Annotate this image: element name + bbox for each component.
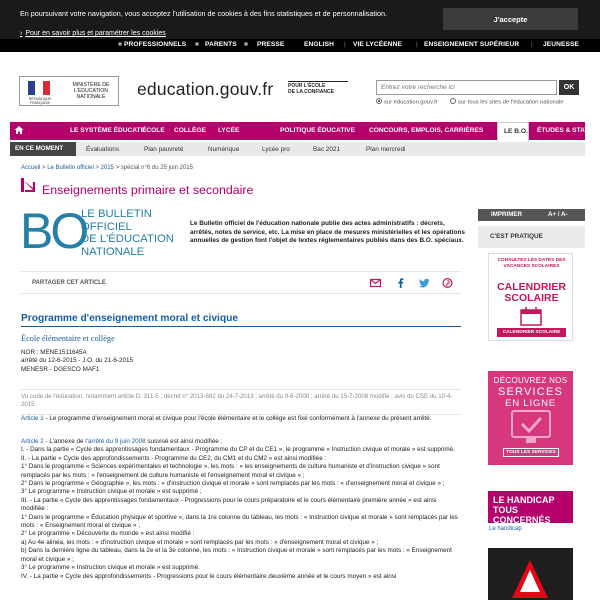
breadcrumb-bulletin-officiel[interactable]: Le Bulletin officiel (47, 165, 94, 171)
cest-pratique-header (478, 226, 585, 248)
share-label: PARTAGER CET ARTICLE (32, 280, 106, 286)
slogan-line-1: POUR L'ÉCOLE (288, 83, 326, 89)
nav-le-bo[interactable] (497, 122, 529, 142)
accept-cookies-button[interactable]: J'accepte (443, 8, 578, 30)
meta-nor: NOR : MENE1511645A (21, 349, 87, 356)
tous-les-services-button[interactable]: TOUS LES SERVICES (503, 448, 559, 457)
article-subtitle: École élémentaire et collège (21, 334, 115, 343)
section-title: Enseignements primaire et secondaire (42, 183, 254, 197)
banner-calendar-top: CONSULTEZ LES DATES DES VACANCES SCOLAIRES (497, 258, 566, 269)
bo-subtitle-line: DE L'ÉDUCATION (81, 233, 174, 246)
calendrier-scolaire-button[interactable]: CALENDRIER SCOLAIRE (497, 328, 566, 337)
bullet-icon: ■ (118, 41, 123, 48)
banner-services-line2: SERVICES (497, 386, 564, 398)
subnav-lycee-pro[interactable]: Lycée pro (262, 146, 290, 153)
article-line: 3° Le programme « Instruction civique et morale » est supprimé. (21, 564, 200, 572)
article-line: 1° Dans le programme « Éducation physique et sportive », dans la 1re colonne du tableau, les mots : « Instruction civique et morale » sont remplacés par les mots : « Enseignement moral et civique » ; (21, 513, 458, 530)
section-arrow-icon (21, 178, 35, 192)
radio-checked-icon (376, 98, 382, 104)
article-line: I. - Dans la partie « Cycle des apprentissages fondamentaux - Programme du CP et du CE1 », le programme « Instruction civique et morale » est supprimé. (21, 446, 455, 454)
topnav-vie-lyceenne[interactable]: VIE LYCÉENNE (353, 41, 402, 48)
bo-subtitle-line: NATIONALE (81, 245, 145, 258)
bo-logo-subtitle (81, 208, 174, 258)
alert-banner[interactable] (488, 548, 573, 600)
warning-triangle-icon (510, 558, 550, 600)
subnav-plan-mercredi[interactable]: Plan mercredi (366, 146, 406, 153)
subnav-numerique[interactable]: Numérique (208, 146, 240, 153)
republic-label: RÉPUBLIQUE FRANÇAISE (28, 97, 52, 105)
subnav-bac-2021[interactable]: Bac 2021 (313, 146, 341, 153)
nav-systeme-educatif[interactable]: LE SYSTÈME ÉDUCATIF (70, 127, 147, 134)
separator: | (344, 41, 346, 48)
nav-politique-educative[interactable]: POLITIQUE ÉDUCATIVE (280, 127, 355, 134)
cookie-link-label: Pour en savoir plus et paramétrer les cookies (25, 30, 166, 37)
topnav-professionnels[interactable]: PROFESSIONNELS (124, 41, 187, 48)
nav-lycee[interactable]: LYCÉE (218, 127, 240, 134)
topnav-parents[interactable]: PARENTS (205, 41, 237, 48)
search-button[interactable]: OK (559, 80, 579, 95)
handicap-line-1: LE HANDICAP (493, 495, 555, 505)
nav-etudes-stats[interactable]: ÉTUDES & STATS (537, 127, 593, 134)
separator: | (416, 41, 418, 48)
topnav-enseignement-superieur[interactable]: ENSEIGNEMENT SUPÉRIEUR (424, 41, 520, 48)
pinterest-icon[interactable] (442, 278, 453, 288)
article-title: Programme d'enseignement moral et civique (21, 313, 238, 324)
article-line: 3° Le programme « Instruction civique et morale » est supprimé ; (21, 488, 202, 496)
nav-concours[interactable]: CONCOURS, EMPLOIS, CARRIÈRES (369, 127, 484, 134)
article-line: III. - La partie « Cycle des apprentissages fondamentaux - Progressions pour le cours préparatoire et le cours élémentaire première année » est ainsi modifiée : (21, 496, 437, 513)
cest-pratique-label: C'EST PRATIQUE (490, 233, 543, 240)
article-line: II. - La partie « Cycle des approfondissements - Programme du CE2, du CM1 et du CM2 » est ainsi modifiée : (21, 454, 327, 462)
article-line: a) Au 4e alinéa, les mots : « d'instruction civique et morale » sont remplacés par les mots : « d'enseignement moral et civique » ; (21, 538, 379, 546)
breadcrumb: Accueil > Le Bulletin officiel > 2015 > spécial n°6 du 25 juin 2015 (21, 165, 193, 171)
article-line: IV. - La partie « Cycle des approfondissements - Progressions pour le cours élémentaire deuxième année et le cours moyen » est ainsi (21, 572, 397, 580)
subnav-plan-pauvrete[interactable]: Plan pauvreté (144, 146, 184, 153)
nav-college[interactable]: COLLÈGE (174, 127, 206, 134)
article-line: 1° Dans le programme « Sciences expérimentales et technologie », les mots : « les enseignements de culture humaniste et d'instruction civique » sont remplacés par les mots : « l'enseignement de culture humaniste et l'enseignement moral et civique » ; (21, 463, 440, 479)
radio-unchecked-icon (450, 98, 456, 104)
meta-arrete: arrêté du 12-6-2015 - J.O. du 21-6-2015 (21, 357, 134, 365)
bullet-icon: ■ (244, 41, 249, 48)
radio-all-sites-label: sur tous les sites de l'éducation nationale (458, 99, 564, 106)
site-title[interactable]: education.gouv.fr (137, 79, 274, 99)
article-line: 2° Le programme « Découverte du monde » est ainsi modifié : (21, 530, 195, 538)
article-2-pre: - L'annexe de (43, 438, 86, 445)
banner-services-line1: DÉCOUVREZ NOS (493, 376, 568, 385)
article-line: 2° Dans le programme « Géographie », les mots : « d'instruction civique et morale » sont remplacés par les mots : « d'enseignement moral et civique » ; (21, 480, 445, 488)
handicap-banner[interactable] (488, 491, 573, 523)
search-input[interactable] (376, 80, 557, 95)
article-visa: Vu code de l'éducation, notamment article D. 311-5 ; décret n° 2013-682 du 24-7-2013 ; arrêté du 9-6-2008 ; arrêté du 15-7-2008 modifié ; avis du CSE du 10-4-2015 (21, 389, 461, 415)
banner-calendar-title: CALENDRIER SCOLAIRE (497, 281, 566, 304)
article-1-text: - Le programme d'enseignement moral et civique pour l'école élémentaire et le collège est fixé conformément à l'annexe du présent arrêté. (43, 415, 432, 422)
twitter-icon[interactable] (419, 278, 430, 288)
separator: | (531, 41, 533, 48)
topnav-jeunesse[interactable]: JEUNESSE (543, 41, 579, 48)
article-1 (21, 415, 461, 423)
services-en-ligne-banner[interactable] (488, 371, 573, 465)
computer-check-icon (510, 409, 552, 445)
bo-subtitle-line: LE BULLETIN (81, 208, 152, 220)
breadcrumb-accueil[interactable]: Accueil (21, 165, 41, 171)
calendrier-scolaire-banner[interactable] (488, 253, 573, 341)
arrete-2008-link[interactable]: l'arrêté du 9 juin 2008 (85, 438, 146, 445)
breadcrumb-current: spécial n°6 du 25 juin 2015 (120, 165, 193, 171)
bo-logo: BO (20, 203, 87, 259)
page-tools (478, 209, 585, 221)
cookie-settings-link[interactable] (20, 30, 166, 37)
radio-this-site-label: sur education.gouv.fr (384, 99, 438, 106)
article-line: b) Dans la dernière ligne du tableau, dans la 2e et la 3e colonne, les mots : « Instruction civique et morale » sont remplacés par les mots : « Enseignement moral et civique » ; (21, 547, 452, 563)
calendar-icon (520, 306, 542, 326)
radio-all-sites[interactable] (450, 99, 564, 106)
article-1-link[interactable]: Article 1 (21, 415, 44, 422)
bo-description: Le Bulletin officiel de l'éducation nationale publie des actes administratifs : décrets, arrêtés, notes de service, etc. La mise en place de mesures ministérielles et les opérations annuelles de gestion font l'objet de textes réglementaires publiés dans des B.O. spéciaux. (190, 220, 465, 244)
radio-this-site[interactable] (376, 99, 438, 106)
print-button[interactable]: IMPRIMER (491, 211, 522, 218)
ministry-name: MINISTÈRE DE L'ÉDUCATION NATIONALE (72, 82, 110, 100)
meta-service: MENESR - DGESCO MAF1 (21, 365, 100, 373)
topnav-presse[interactable]: PRESSE (257, 41, 285, 48)
bo-subtitle-line: OFFICIEL (81, 220, 132, 233)
topnav-english[interactable]: ENGLISH (304, 41, 335, 48)
mail-icon[interactable] (370, 278, 381, 288)
article-2-post: susvisé est ainsi modifiée : (145, 438, 223, 445)
breadcrumb-year[interactable]: 2015 (100, 165, 114, 171)
slogan (288, 81, 348, 95)
article-2-link[interactable]: Article 2 (21, 438, 44, 445)
slogan-line-2: DE LA CONFIANCE (288, 89, 334, 95)
en-ce-moment-label: EN CE MOMENT (10, 142, 76, 156)
subnav-evaluations[interactable]: Évaluations (86, 146, 120, 153)
home-icon[interactable] (14, 125, 24, 135)
cookie-banner (0, 0, 600, 39)
title-rule (21, 326, 461, 327)
banner-handicap-title (493, 495, 573, 525)
marianne-flag-icon (28, 81, 50, 95)
nav-ecole[interactable]: ÉCOLE (142, 127, 165, 134)
font-size-toggle[interactable]: A+ / A- (548, 211, 568, 218)
facebook-icon[interactable] (395, 278, 406, 288)
article-2 (21, 438, 461, 581)
top-nav (0, 39, 600, 52)
article-meta (21, 349, 133, 374)
cookie-text: En poursuivant votre navigation, vous acceptez l'utilisation de cookies à des fins statistiques et de personnalisation. (20, 9, 387, 18)
banner-services-line3: EN LIGNE (505, 398, 556, 409)
ministry-logo[interactable] (19, 76, 119, 106)
handicap-line-2: TOUS CONCERNÉS (493, 505, 551, 525)
nav-le-bo-label: LE B.O. (504, 128, 528, 135)
handicap-link[interactable]: Le handicap (489, 526, 522, 532)
arrow-right-icon: › (20, 30, 23, 37)
bullet-icon: ■ (195, 41, 200, 48)
